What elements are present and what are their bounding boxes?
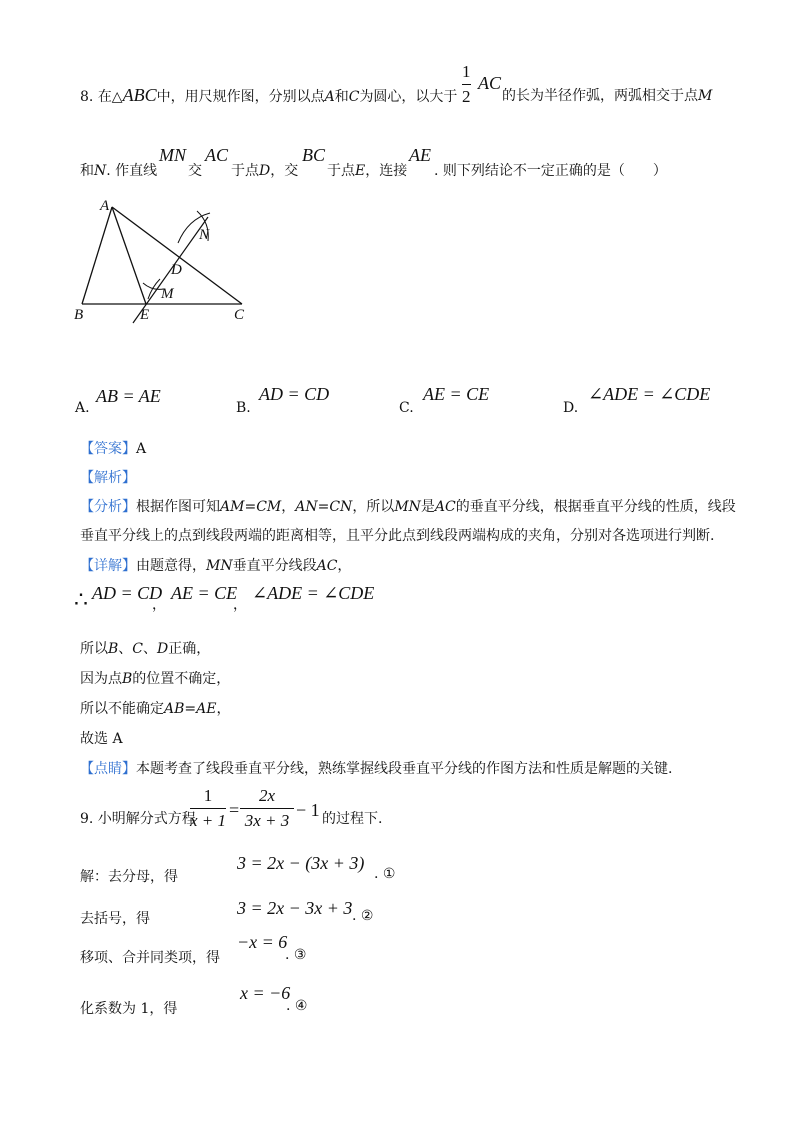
text: ， [216, 701, 231, 717]
text: = [244, 499, 257, 515]
math-ac: AC [205, 145, 229, 165]
separator: ， [152, 597, 166, 613]
analysis-line2: 垂直平分线上的点到线段两端的距离相等，且平分此点到线段两端构成的夹角，分别对各选项进行判断. [80, 528, 715, 544]
rhs-fraction [240, 786, 294, 831]
math: AN [295, 499, 318, 515]
text: 的位置不确定， [132, 671, 231, 687]
analysis-tag: 【解析】 [80, 470, 136, 486]
equals-sign: = [229, 800, 240, 820]
text: = [184, 701, 197, 717]
step-1-mark: . ① [374, 866, 396, 882]
math: B [108, 641, 119, 657]
text: = [317, 499, 330, 515]
dianjing-tag: 【点睛】 [80, 761, 136, 777]
step-4-label: 化系数为 1，得 [80, 1001, 178, 1017]
fraction-denominator: 2 [462, 87, 471, 106]
detail-tag: 【详解】 [80, 558, 136, 574]
math: CN [329, 499, 353, 515]
detail-conclusion-3 [80, 698, 230, 718]
stem-text: 交 [188, 163, 202, 179]
detail-conclusion-2 [80, 668, 230, 688]
stem-text: 中，用尺规作图，分别以点 [156, 89, 325, 105]
fraction-numerator: 2x [258, 786, 276, 805]
final-choice: 故选 A [80, 731, 123, 747]
step-1-expr: 3 = 2x − (3x + 3) [237, 853, 365, 873]
segment-ac [112, 207, 242, 304]
fraction-half [462, 62, 471, 107]
text: 因为点 [80, 671, 122, 687]
text: 、 [143, 641, 158, 657]
stem-text: 于点 [231, 163, 259, 179]
text: 是 [420, 499, 435, 515]
math: AM [220, 499, 245, 515]
step-3-expr: −x = 6 [237, 932, 288, 952]
stem-text: 和 [334, 89, 349, 105]
step-4-expr: x = −6 [240, 983, 291, 1003]
step-4-mark: . ④ [286, 998, 308, 1014]
therefore-symbol: ∴ [74, 588, 88, 613]
triangle-construction-figure [70, 195, 260, 325]
text: ，所以 [352, 499, 395, 515]
stem-text: . 则下列结论不一定正确的是（ ） [434, 163, 667, 179]
point-label: A [324, 89, 335, 105]
fraction-numerator: 1 [462, 62, 471, 81]
text: ， [281, 499, 296, 515]
text: 所以 [80, 641, 108, 657]
label-d: D [171, 262, 182, 278]
answer-value: A [136, 441, 147, 457]
math-mn: MN [159, 145, 186, 165]
point-label: M [698, 88, 713, 104]
triangle-name: ABC [122, 85, 157, 105]
fraction-bar [240, 808, 294, 809]
text: 垂直平分线段 [232, 558, 317, 574]
stem-text: 于点 [327, 163, 355, 179]
dianjing-line [80, 758, 672, 778]
text: 正确， [168, 641, 211, 657]
q8-stem-line2 [80, 160, 157, 180]
step-2-expr: 3 = 2x − 3x + 3 [237, 898, 353, 918]
text: 根据作图可知 [136, 499, 220, 515]
result-eq1: AD = CD [92, 583, 163, 603]
option-letter: C. [399, 400, 414, 416]
math: AC [316, 558, 338, 574]
option-d[interactable] [563, 400, 578, 416]
answer-line [80, 438, 146, 458]
math: B [122, 671, 133, 687]
fraction-bar [462, 84, 471, 85]
stem-text: 小明解分式方程 [97, 811, 196, 827]
fenxi-tag: 【分析】 [80, 499, 136, 515]
minus-one: − 1 [296, 800, 320, 820]
text: 所以不能确定 [80, 701, 164, 717]
math-ac: AC [478, 73, 502, 93]
step-3-mark: . ③ [285, 947, 307, 963]
option-a[interactable] [75, 400, 90, 416]
step-1-label: 解：去分母，得 [80, 869, 178, 885]
option-c-expr: AE = CE [423, 384, 490, 404]
fraction-denominator: 3x + 3 [244, 811, 290, 830]
stem-text: . 作直线 [106, 163, 158, 179]
detail-line [80, 555, 351, 575]
math: D [157, 641, 169, 657]
option-b[interactable] [236, 400, 251, 416]
option-d-expr: ∠ADE = ∠CDE [588, 384, 711, 404]
option-letter: A. [75, 400, 90, 416]
question-number: 9. [80, 811, 94, 827]
text: 由题意得， [136, 558, 206, 574]
answer-tag: 【答案】 [80, 441, 136, 457]
text: 、 [118, 641, 133, 657]
fraction-denominator: x + 1 [190, 811, 227, 830]
math: AE [196, 701, 217, 717]
stem-text: 的过程下. [322, 811, 383, 827]
stem-text [231, 160, 298, 180]
stem-text: 的长为半径作弧，两弧相交于点 [502, 88, 698, 104]
label-n: N [199, 227, 210, 243]
math: MN [394, 499, 421, 515]
label-a: A [100, 198, 110, 214]
math: AB [164, 701, 185, 717]
q8-stem-line1 [80, 85, 457, 106]
math-bc: BC [302, 145, 326, 165]
step-3-label: 移项、合并同类项，得 [80, 950, 220, 966]
step-2-label: 去括号，得 [80, 911, 150, 927]
stem-text: ，连接 [365, 163, 408, 179]
point-label: D [259, 163, 271, 179]
label-c: C [234, 307, 245, 323]
label-m: M [161, 286, 174, 302]
option-c[interactable] [399, 400, 414, 416]
segment-ab [82, 207, 112, 304]
option-b-expr: AD = CD [259, 384, 330, 404]
label-b: B [74, 307, 84, 323]
text: ， [337, 558, 352, 574]
text: 的垂直平分线，根据垂直平分线的性质，线段 [455, 499, 736, 515]
segment-ae [112, 207, 146, 304]
fraction-numerator: 1 [203, 786, 213, 805]
point-label: N [94, 163, 107, 179]
math: C [132, 641, 144, 657]
option-a-expr: AB = AE [96, 386, 161, 406]
stem-text: 为圆心，以大于 [359, 89, 458, 105]
stem-text: ，交 [270, 163, 299, 179]
math-ae: AE [409, 145, 431, 165]
option-letter: B. [236, 400, 251, 416]
q9-stem [80, 808, 196, 828]
stem-text: 和 [80, 163, 94, 179]
stem-text: 在△ [97, 89, 123, 105]
point-label: C [348, 89, 360, 105]
lhs-fraction [190, 786, 226, 831]
question-number: 8. [80, 89, 94, 105]
result-eq3: ∠ADE = ∠CDE [252, 583, 375, 603]
separator: ， [233, 597, 247, 613]
math: AC [434, 499, 456, 515]
step-2-mark: . ② [352, 908, 374, 924]
math: MN [206, 558, 233, 574]
label-e: E [140, 307, 150, 323]
q8-stem-line1-end [502, 85, 712, 105]
result-eq2: AE = CE [171, 583, 238, 603]
text: 本题考查了线段垂直平分线，熟练掌握线段垂直平分线的作图方法和性质是解题的关键. [136, 761, 673, 777]
stem-text [327, 160, 407, 180]
analysis-line1 [80, 496, 736, 516]
detail-conclusion-1 [80, 638, 210, 658]
option-letter: D. [563, 400, 579, 416]
fraction-bar [190, 808, 226, 809]
math: CM [256, 499, 282, 515]
point-label: E [355, 163, 366, 179]
